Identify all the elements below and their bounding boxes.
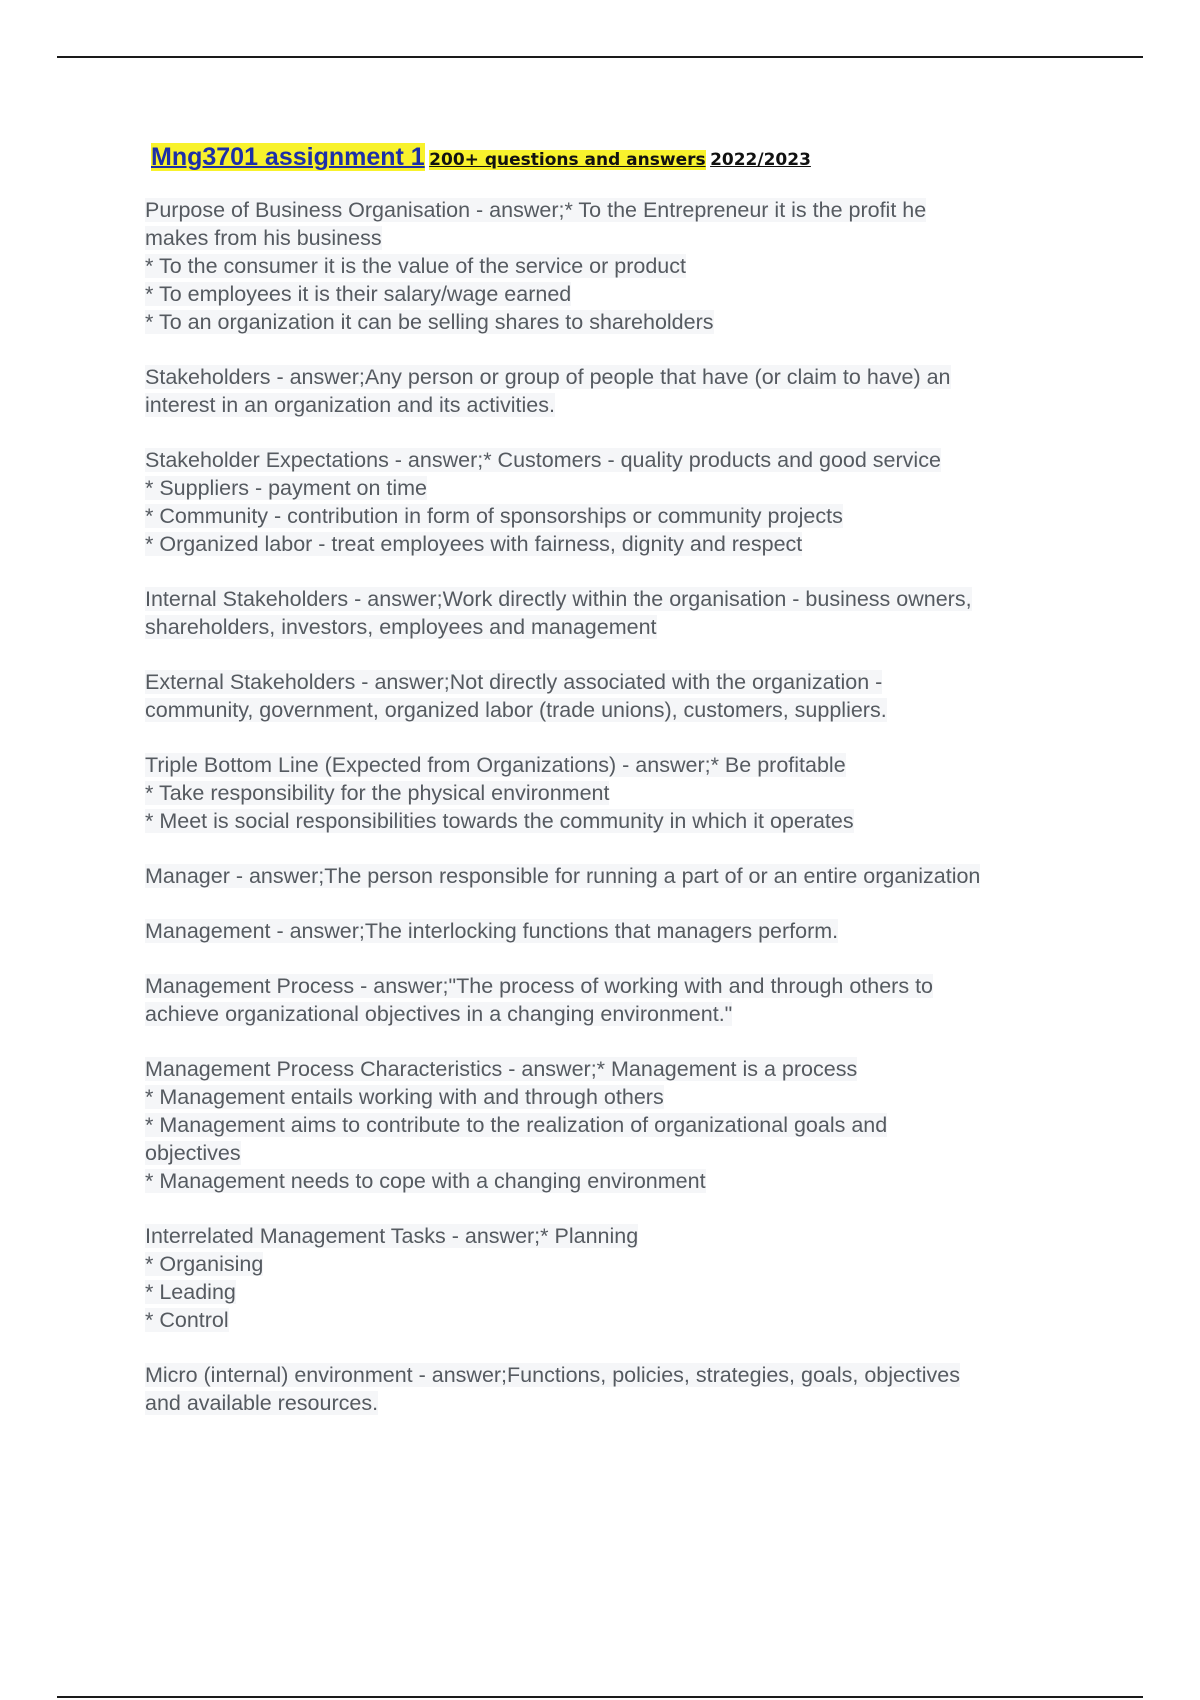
qa-line [145, 1250, 1145, 1278]
qa-line-text: Management - answer;The interlocking functions that managers perform. [145, 919, 839, 943]
qa-line-text: * Control [145, 1308, 229, 1332]
title-subtitle: 200+ questions and answers [429, 150, 706, 170]
qa-line [145, 1306, 1145, 1334]
qa-list [145, 196, 1145, 1417]
qa-line-text: * Management aims to contribute to the realization of organizational goals and [145, 1113, 888, 1137]
qa-line-text: Management Process - answer;"The process of working with and through others to [145, 974, 933, 998]
qa-line [145, 1222, 1145, 1250]
qa-line-text: Stakeholders - answer;Any person or group of people that have (or claim to have) an [145, 365, 951, 389]
qa-entry [145, 196, 1145, 336]
qa-entry [145, 668, 1145, 724]
qa-line-text: * Leading [145, 1280, 236, 1304]
qa-line-text: Purpose of Business Organisation - answer;* To the Entrepreneur it is the profit he [145, 198, 927, 222]
qa-line [145, 530, 1145, 558]
qa-line-text: interest in an organization and its activities. [145, 393, 555, 417]
qa-line-text: * Take responsibility for the physical environment [145, 781, 610, 805]
qa-line [145, 474, 1145, 502]
qa-line-text: * Organized labor - treat employees with fairness, dignity and respect [145, 532, 803, 556]
qa-line-text: Triple Bottom Line (Expected from Organizations) - answer;* Be profitable [145, 753, 846, 777]
qa-entry [145, 1055, 1145, 1195]
qa-line [145, 1083, 1145, 1111]
qa-line-text: Interrelated Management Tasks - answer;* Planning [145, 1224, 639, 1248]
qa-line-text: External Stakeholders - answer;Not directly associated with the organization - [145, 670, 883, 694]
qa-line-text: * To the consumer it is the value of the service or product [145, 254, 686, 278]
qa-line-text: * To an organization it can be selling shares to shareholders [145, 310, 714, 334]
qa-line [145, 668, 1145, 696]
qa-line [145, 280, 1145, 308]
qa-line [145, 862, 1145, 890]
qa-line [145, 1111, 1145, 1139]
qa-line-text: achieve organizational objectives in a changing environment." [145, 1002, 733, 1026]
qa-entry [145, 972, 1145, 1028]
qa-line [145, 1361, 1145, 1389]
qa-line [145, 696, 1145, 724]
qa-line [145, 1000, 1145, 1028]
qa-line-text: * Management entails working with and through others [145, 1085, 664, 1109]
qa-line-text: * To employees it is their salary/wage earned [145, 282, 572, 306]
qa-line [145, 613, 1145, 641]
qa-entry [145, 363, 1145, 419]
qa-line [145, 1055, 1145, 1083]
qa-line [145, 917, 1145, 945]
qa-line [145, 363, 1145, 391]
qa-line-text: * Organising [145, 1252, 264, 1276]
qa-entry [145, 585, 1145, 641]
qa-line [145, 502, 1145, 530]
document-title [151, 142, 1145, 172]
qa-line-text: community, government, organized labor (trade unions), customers, suppliers. [145, 698, 887, 722]
qa-line-text: * Management needs to cope with a changing environment [145, 1169, 706, 1193]
qa-line [145, 391, 1145, 419]
document-body [145, 142, 1145, 1444]
qa-line-text: * Meet is social responsibilities towards the community in which it operates [145, 809, 854, 833]
title-year: 2022/2023 [710, 150, 811, 170]
qa-line [145, 779, 1145, 807]
qa-entry [145, 917, 1145, 945]
qa-line [145, 972, 1145, 1000]
bottom-rule [57, 1696, 1143, 1698]
qa-entry [145, 862, 1145, 890]
qa-line-text: and available resources. [145, 1391, 379, 1415]
qa-line [145, 446, 1145, 474]
qa-line [145, 196, 1145, 224]
qa-line-text: makes from his business [145, 226, 382, 250]
qa-line-text: Micro (internal) environment - answer;Functions, policies, strategies, goals, objectives [145, 1363, 960, 1387]
qa-line [145, 751, 1145, 779]
qa-line [145, 807, 1145, 835]
qa-entry [145, 1361, 1145, 1417]
qa-line [145, 1278, 1145, 1306]
qa-line [145, 252, 1145, 280]
qa-line-text: Manager - answer;The person responsible for running a part of or an entire organization [145, 864, 981, 888]
title-main: Mng3701 assignment 1 [151, 143, 425, 171]
qa-line-text: * Suppliers - payment on time [145, 476, 428, 500]
qa-line-text: shareholders, investors, employees and management [145, 615, 657, 639]
qa-line-text: Internal Stakeholders - answer;Work directly within the organisation - business owners, [145, 587, 972, 611]
top-rule [57, 56, 1143, 58]
qa-entry [145, 446, 1145, 558]
qa-line [145, 1167, 1145, 1195]
qa-line [145, 585, 1145, 613]
qa-line [145, 1389, 1145, 1417]
qa-line-text: Stakeholder Expectations - answer;* Customers - quality products and good service [145, 448, 941, 472]
qa-entry [145, 751, 1145, 835]
qa-line-text: * Community - contribution in form of sponsorships or community projects [145, 504, 843, 528]
qa-line-text: objectives [145, 1141, 241, 1165]
qa-line [145, 224, 1145, 252]
qa-entry [145, 1222, 1145, 1334]
qa-line [145, 1139, 1145, 1167]
qa-line-text: Management Process Characteristics - answer;* Management is a process [145, 1057, 858, 1081]
qa-line [145, 308, 1145, 336]
